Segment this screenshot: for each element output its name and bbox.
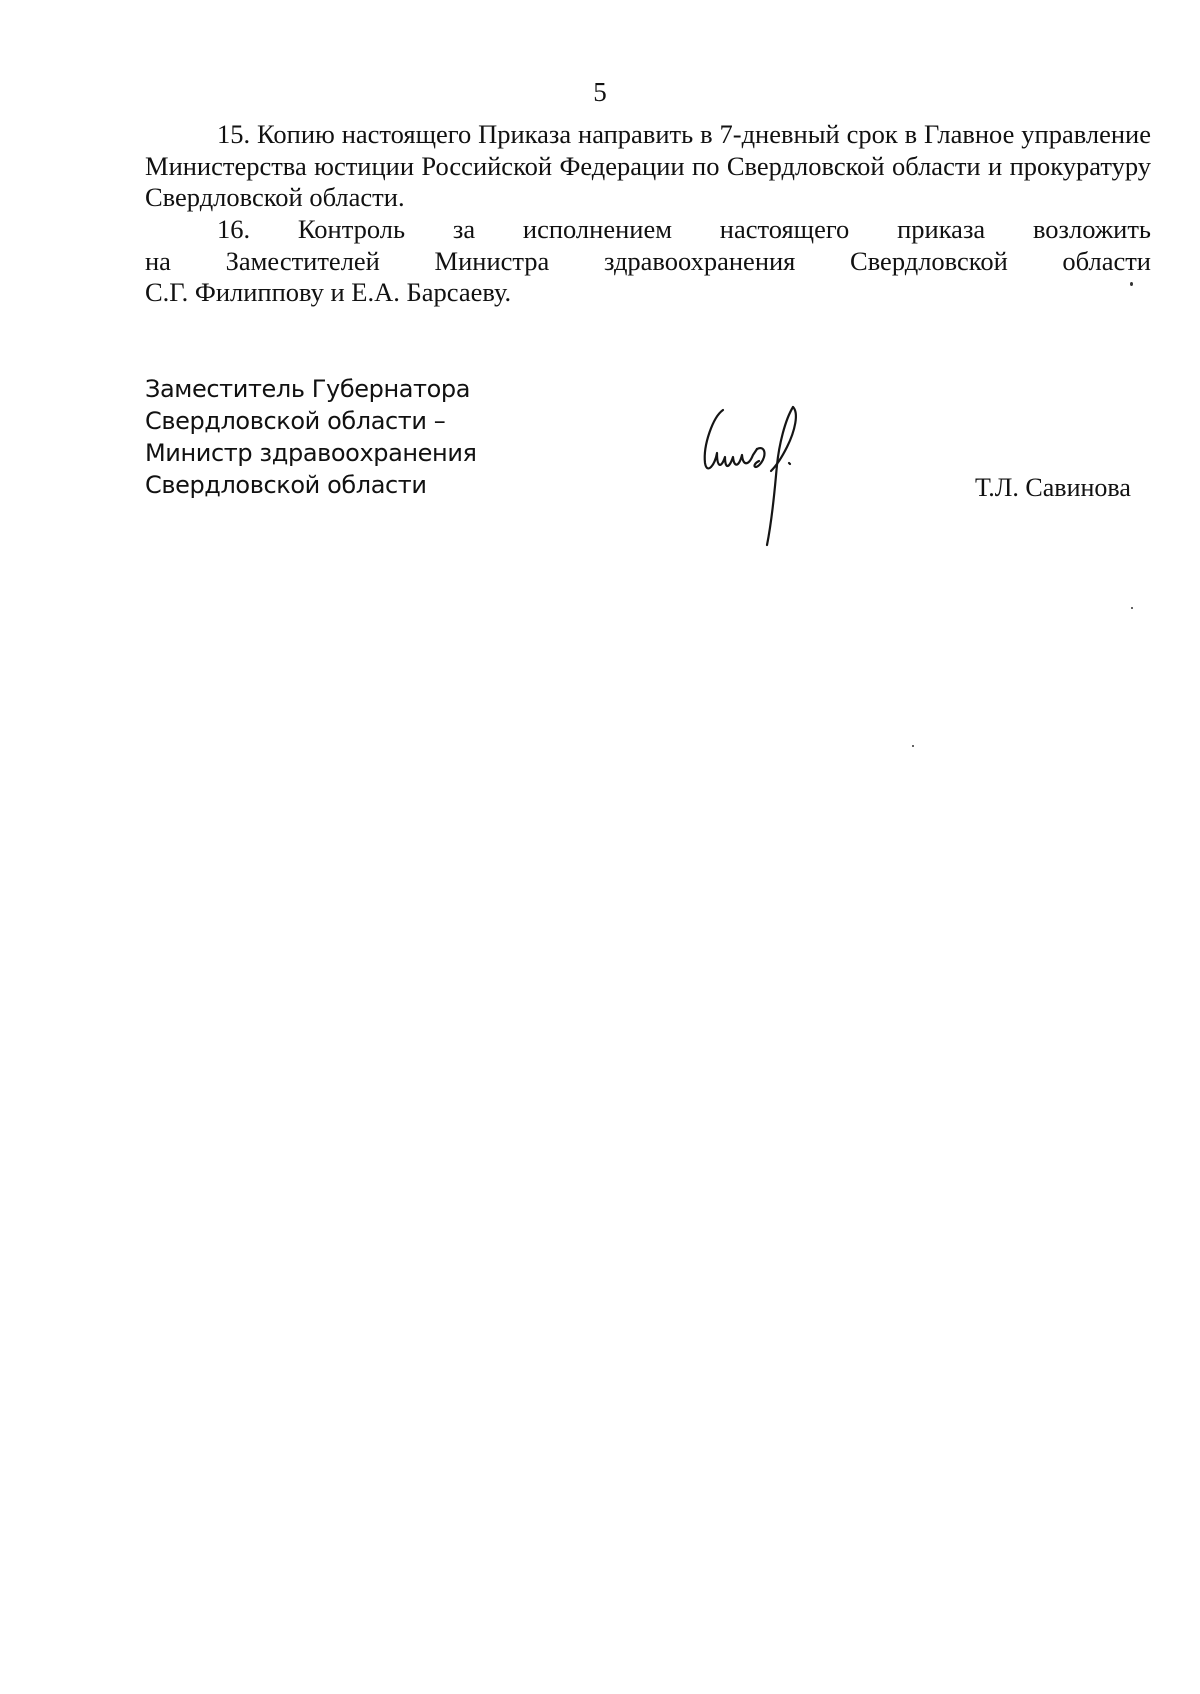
paragraph-16-line-1: 16. Контроль за исполнением настоящего приказа возложить [217, 214, 1151, 244]
page-number: 5 [593, 77, 607, 107]
paragraph-15: 15. Копию настоящего Приказа направить в 7-дневный срок в Главное управление Министерства юстиции Российской Федерации по Свердловской области и прокуратуру Свердловской области. [145, 119, 1151, 212]
signer-position [145, 373, 477, 501]
paragraph-16-line-2: на Заместителей Министра здравоохранения Свердловской области [145, 245, 1151, 276]
paragraph-16 [145, 214, 1151, 309]
paragraph-16-line-3: С.Г. Филиппову и Е.А. Барсаеву. [145, 277, 512, 307]
signer-position-line-3: Министр здравоохранения [145, 439, 477, 467]
scan-speck [1130, 282, 1133, 286]
signer-name: Т.Л. Савинова [975, 473, 1131, 502]
scan-speck [1131, 607, 1133, 609]
scan-speck [912, 745, 914, 747]
signer-position-line-4: Свердловской области [145, 471, 427, 499]
handwritten-signature [695, 405, 835, 550]
signer-position-line-2: Свердловской области – [145, 407, 446, 435]
signer-position-line-1: Заместитель Губернатора [145, 375, 471, 403]
